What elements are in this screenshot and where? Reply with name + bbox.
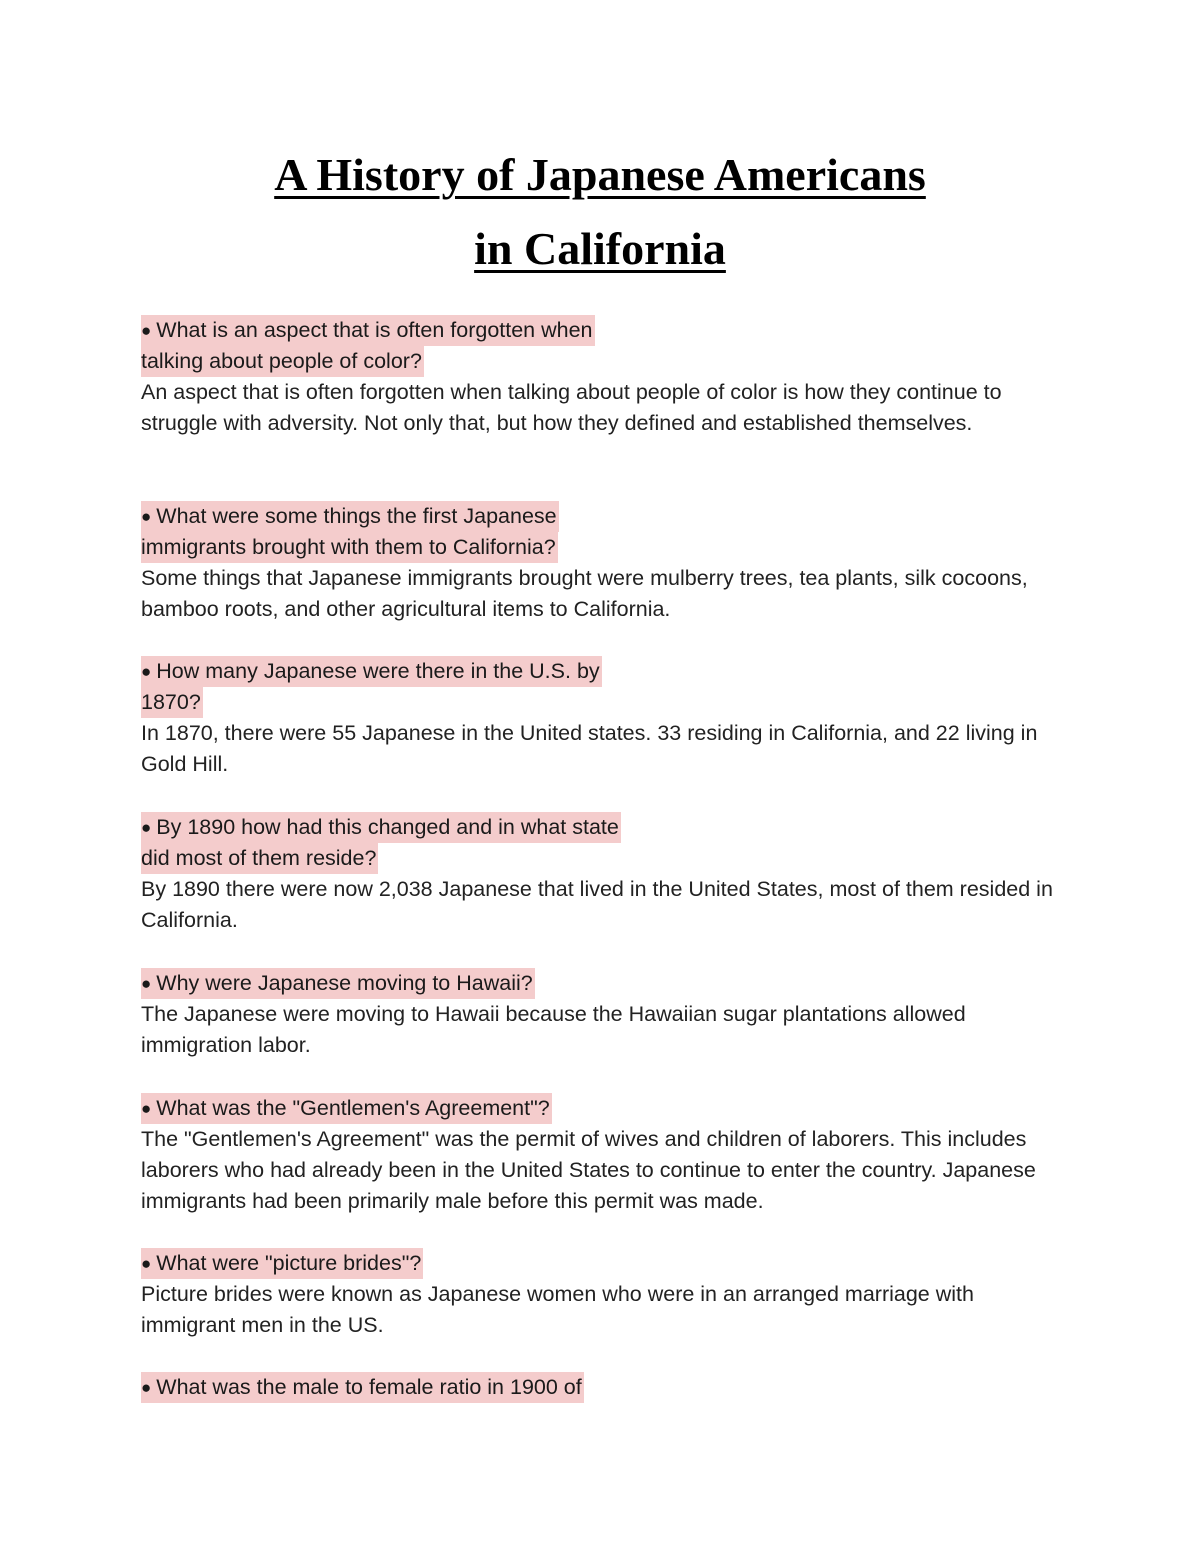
question-line: [141, 1093, 552, 1124]
answer-text: An aspect that is often forgotten when talking about people of color is how they continue to struggle with adversity. Not only that, but how they defined and established themselves.: [141, 380, 1002, 435]
bullet-icon: ●: [141, 1378, 152, 1397]
question-text: What were some things the first Japanese: [156, 504, 557, 528]
question-text: How many Japanese were there in the U.S. by: [156, 659, 600, 683]
qa-item: [141, 1248, 1071, 1341]
question-text: By 1890 how had this changed and in what state: [156, 815, 619, 839]
qa-item: [141, 968, 1071, 1061]
bullet-icon: ●: [141, 818, 152, 837]
answer-text: The "Gentlemen's Agreement" was the permit of wives and children of laborers. This includes laborers who had already been in the United States to continue to enter the country. Japanese immigrants had been primarily male before this permit was made.: [141, 1127, 1036, 1213]
question-line: [141, 812, 621, 843]
bullet-icon: ●: [141, 507, 152, 526]
bullet-icon: ●: [141, 1099, 152, 1118]
document-title-line-2: in California: [474, 223, 726, 274]
question-line: [141, 968, 535, 999]
bullet-icon: ●: [141, 974, 152, 993]
bullet-icon: ●: [141, 321, 152, 340]
bullet-icon: ●: [141, 662, 152, 681]
question-line: [141, 1248, 423, 1279]
question-line: 1870?: [141, 687, 203, 718]
qa-item: [141, 812, 1071, 936]
qa-item: [141, 1093, 1071, 1217]
qa-item: [141, 656, 1071, 780]
answer-text: The Japanese were moving to Hawaii because the Hawaiian sugar plantations allowed immigration labor.: [141, 1002, 966, 1057]
question-text: What was the "Gentlemen's Agreement"?: [156, 1096, 550, 1120]
question-text: What was the male to female ratio in 1900 of: [156, 1375, 582, 1399]
qa-item: [141, 1372, 1071, 1403]
qa-item: [141, 315, 1071, 439]
bullet-icon: ●: [141, 1254, 152, 1273]
question-line: did most of them reside?: [141, 843, 378, 874]
qa-item: [141, 501, 1071, 625]
question-line: talking about people of color?: [141, 346, 424, 377]
question-line: [141, 656, 602, 687]
answer-text: Picture brides were known as Japanese women who were in an arranged marriage with immigrant men in the US.: [141, 1282, 974, 1337]
question-line: [141, 315, 595, 346]
question-line: [141, 501, 559, 532]
question-text: What is an aspect that is often forgotten when: [156, 318, 593, 342]
question-line: immigrants brought with them to California?: [141, 532, 558, 563]
question-text: What were "picture brides"?: [156, 1251, 422, 1275]
answer-text: In 1870, there were 55 Japanese in the United states. 33 residing in California, and 22 living in Gold Hill.: [141, 721, 1038, 776]
question-line: [141, 1372, 584, 1403]
answer-text: Some things that Japanese immigrants brought were mulberry trees, tea plants, silk cocoons, bamboo roots, and other agricultural items to California.: [141, 566, 1028, 621]
answer-text: By 1890 there were now 2,038 Japanese that lived in the United States, most of them resided in California.: [141, 877, 1053, 932]
question-text: Why were Japanese moving to Hawaii?: [156, 971, 533, 995]
document-title-line-1: A History of Japanese Americans: [274, 149, 926, 200]
